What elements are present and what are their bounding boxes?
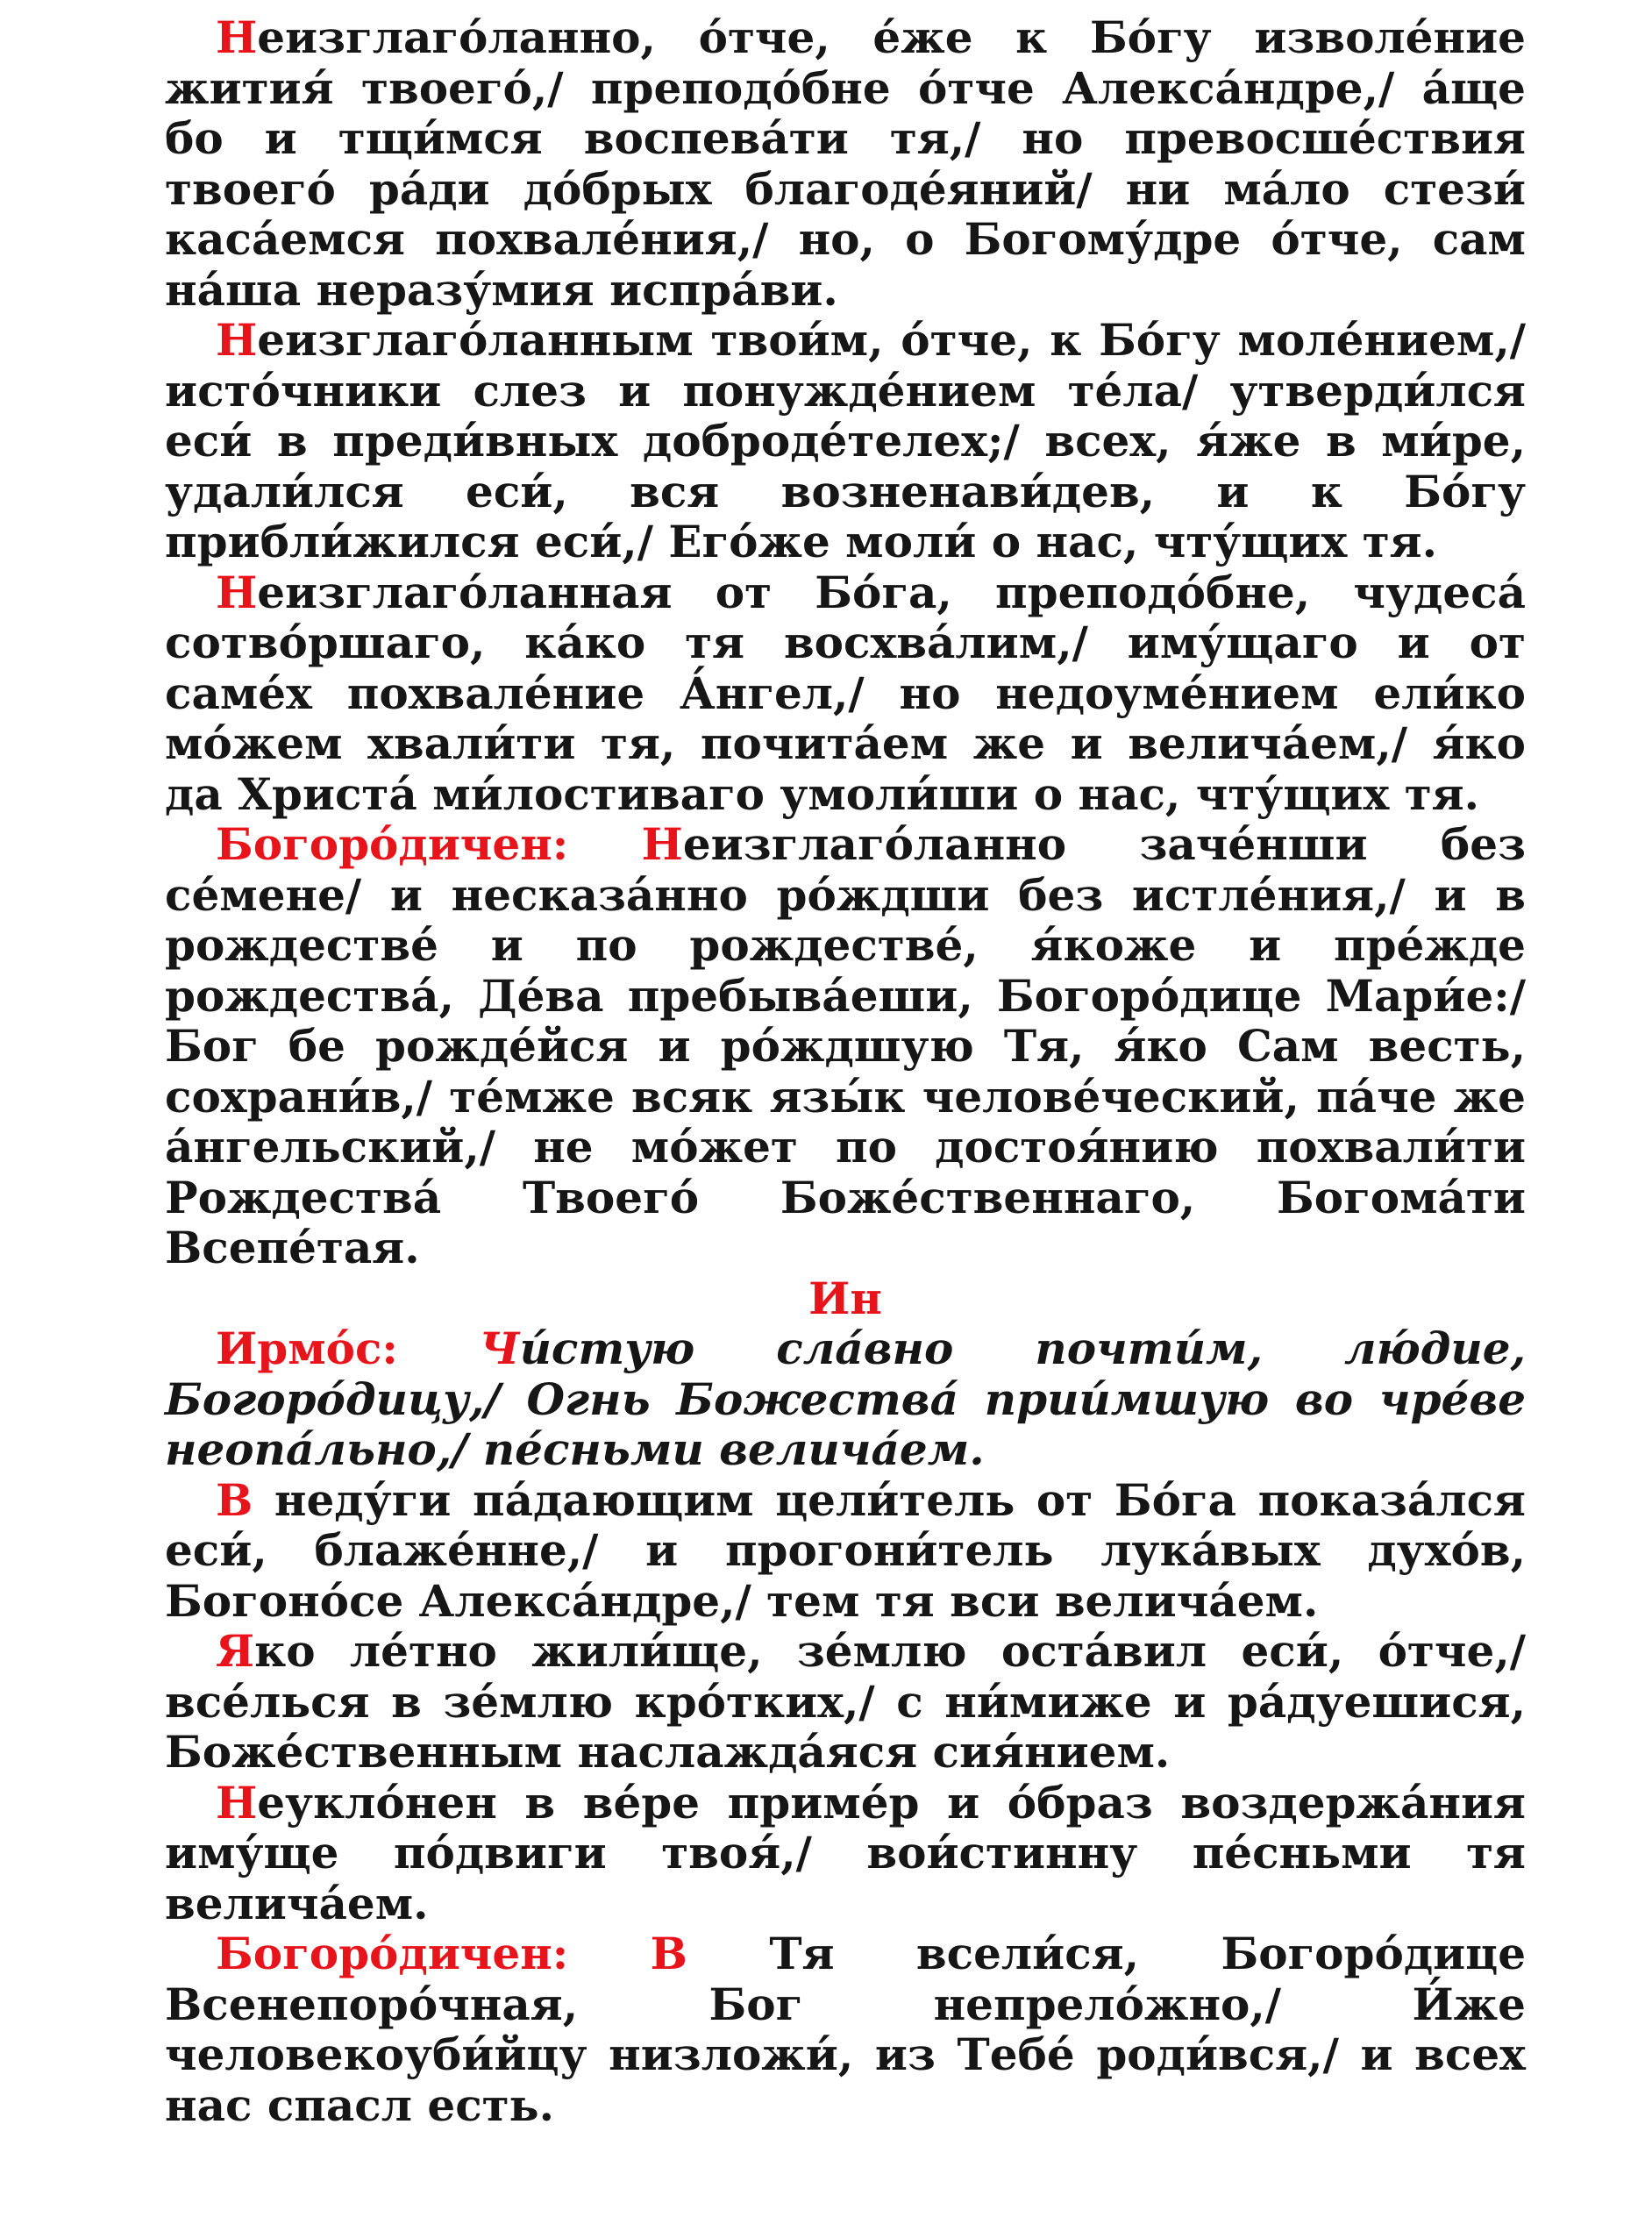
- troparion-5-text: ко ле́тно жили́ще, зе́млю оста́вил еси́, о́тче,/ все́лься в зе́млю кро́тких,/ с ни́миже и ра́дуешися, Боже́ственным наслажда́яся сия́нием.: [165, 1625, 1526, 1778]
- irmos-label: Ирмо́с:: [216, 1322, 480, 1374]
- theotokion-2: [165, 1928, 1526, 2130]
- theotokion-2-initial: В: [650, 1928, 687, 1979]
- troparion-5-initial: Я: [216, 1625, 255, 1677]
- troparion-3-initial: Н: [216, 566, 258, 618]
- theotokion-1-label: Богоро́дичен:: [216, 818, 642, 870]
- troparion-4-initial: В: [216, 1473, 253, 1526]
- troparion-3-text: еизглаго́ланная от Бо́га, преподо́бне, чудеса́ сотво́ршаго, ка́ко тя восхва́лим,/ иму́щаго и от саме́х похвале́ние А́нгел,/ но недоуме́нием ели́ко мо́жем хвали́ти тя, почита́ем же и велича́ем,/ я́ко да Христа́ ми́лостиваго умоли́ши о нас, чту́щих тя.: [165, 566, 1526, 820]
- theotokion-1-initial: Н: [641, 818, 683, 870]
- theotokion-1-text: еизглаго́ланно заче́нши без се́мене/ и несказа́нно ро́ждши без истле́ния,/ и в рождестве́ и по рождестве́, я́коже и пре́жде рождества́, Де́ва пребыва́еши, Богоро́дице Мари́е:/ Бог бе рожде́йся и ро́ждшую Тя, я́ко Сам весть, сохрани́в,/ те́мже всяк язы́к челове́ческий, па́че же а́нгельский,/ не мо́жет по достоя́нию похвали́ти Рождества́ Твоего́ Боже́ственнаго, Богома́ти Всепе́тая.: [165, 818, 1527, 1273]
- troparion-2: [165, 315, 1526, 567]
- troparion-4-text: неду́ги па́дающим цели́тель от Бо́га показа́лся еси́, блаже́нне,/ и прогони́тель лука́вых духо́в, Богоно́се Алекса́ндре,/ тем тя вси велича́ем.: [165, 1473, 1526, 1627]
- section-heading: Ин: [808, 1272, 882, 1324]
- troparion-4: [165, 1475, 1526, 1627]
- troparion-2-initial: Н: [216, 314, 258, 366]
- troparion-6-text: еукло́нен в ве́ре приме́р и о́браз воздержа́ния иму́ще по́двиги твоя́,/ вои́стинну пе́сньми тя велича́ем.: [165, 1776, 1526, 1929]
- troparion-1-text: еизглаго́ланно, о́тче, е́же к Бо́гу изволе́ние жития́ твоего́,/ преподо́бне о́тче Алекса́ндре,/ а́ще бо и тщи́мся воспева́ти тя,/ но превосше́ствия твоего́ ра́ди до́брых благоде́яний/ ни ма́ло стези́ каса́емся похвале́ния,/ но, о Богому́дре о́тче, сам на́ша неразу́мия испра́ви.: [165, 11, 1526, 316]
- irmos-initial: Ч: [479, 1322, 520, 1374]
- theotokion-1: [165, 819, 1526, 1273]
- troparion-1: [165, 12, 1526, 315]
- troparion-6: [165, 1778, 1526, 1929]
- troparion-5: [165, 1626, 1526, 1778]
- liturgical-text-page: [165, 12, 1526, 2130]
- irmos-text: и́стую сла́вно почти́м, лю́дие, Богоро́дицу,/ Огнь Божества́ прии́мшую во чре́ве неопа́льно,/ пе́сньми велича́ем.: [165, 1322, 1526, 1475]
- troparion-2-text: еизглаго́ланным твои́м, о́тче, к Бо́гу моле́нием,/ исто́чники слез и понужде́нием те́ла/ утверди́лся еси́ в преди́вных доброде́телех;/ всех, я́же в ми́ре, удали́лся еси́, вся возненави́дев, и к Бо́гу прибли́жился еси́,/ Его́же моли́ о нас, чту́щих тя.: [165, 314, 1526, 567]
- theotokion-2-label: Богоро́дичен:: [216, 1928, 651, 1979]
- irmos: [165, 1323, 1526, 1475]
- theotokion-2-text: Тя всели́ся, Богоро́дице Всенепоро́чная, Бог непрело́жно,/ И́же человекоуби́йцу низложи́, из Тебе́ роди́вся,/ и всех нас спасл есть.: [165, 1928, 1526, 2131]
- troparion-3: [165, 567, 1526, 820]
- troparion-1-initial: Н: [216, 11, 258, 63]
- troparion-6-initial: Н: [216, 1776, 258, 1828]
